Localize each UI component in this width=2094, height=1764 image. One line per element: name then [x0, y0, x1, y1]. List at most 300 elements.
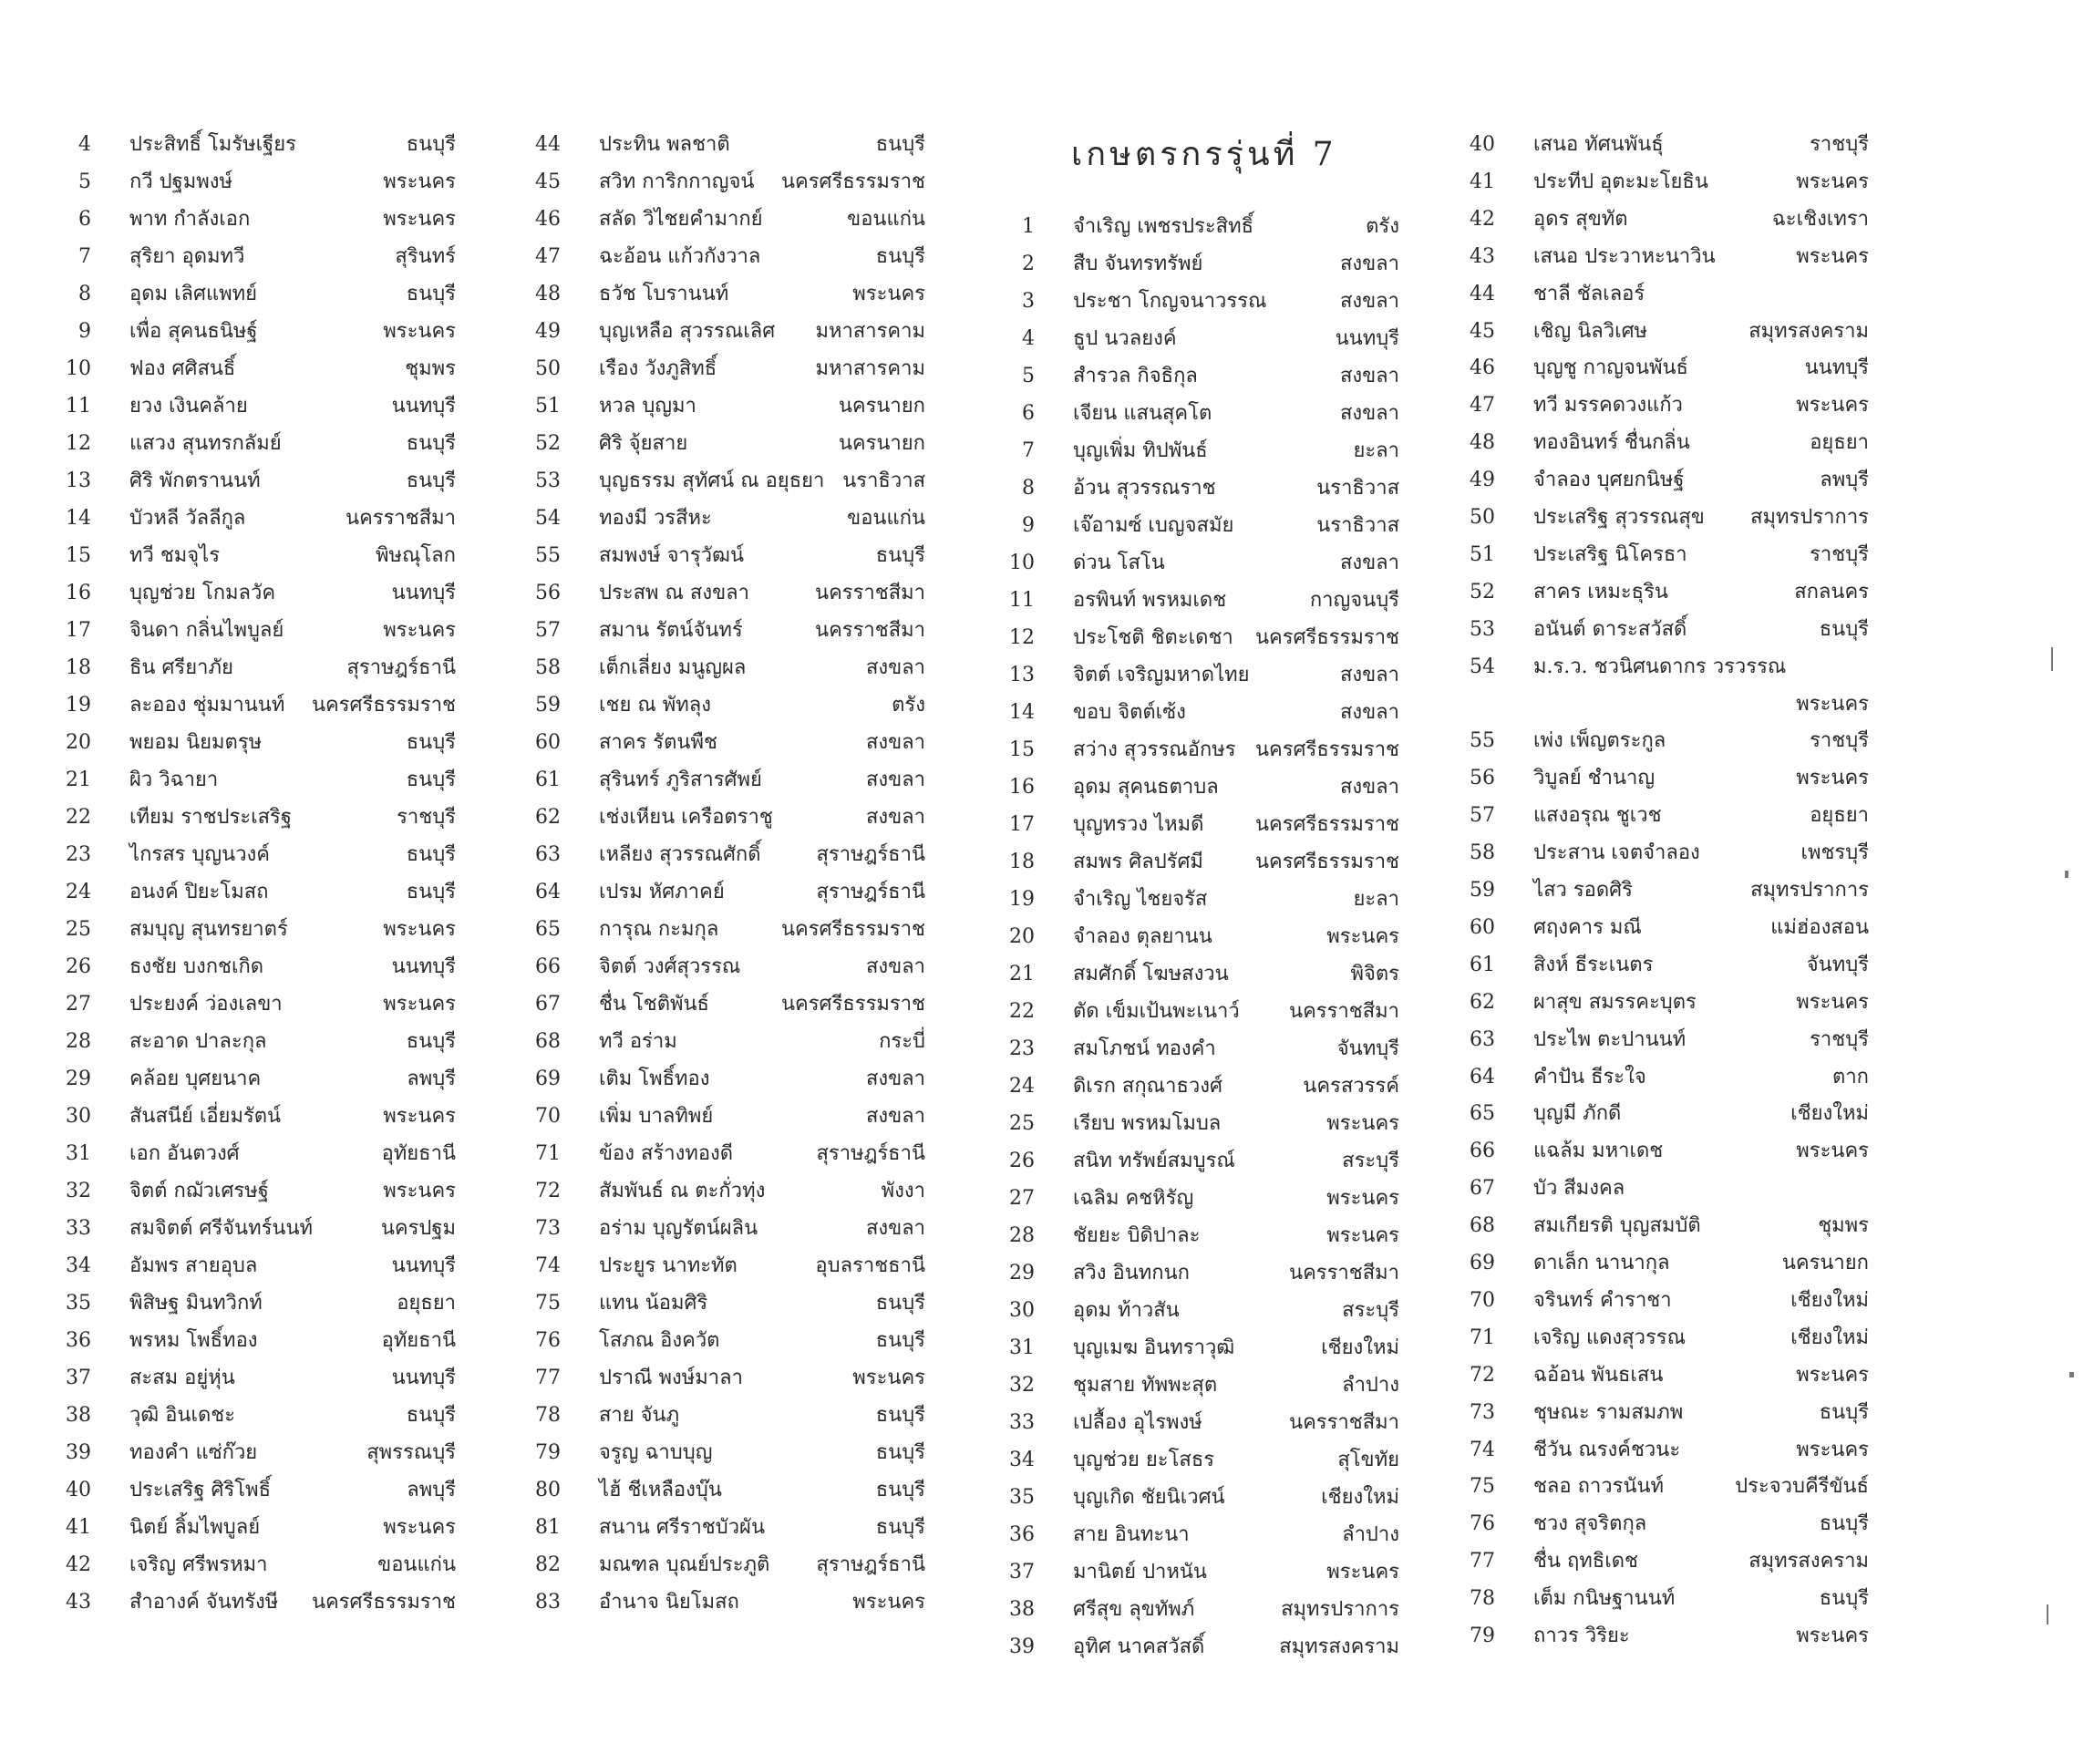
entry-number: 57: [1470, 804, 1495, 828]
entry-number: 73: [535, 1217, 561, 1240]
entry-number: 24: [1009, 1075, 1035, 1098]
entry-province: นนทบุรี: [391, 1254, 456, 1277]
list-item: [520, 1025, 925, 1061]
list-item: [520, 1398, 925, 1435]
entry-name: ประทีป อุตะมะโยธิน: [1533, 170, 1708, 193]
entry-number: 11: [1009, 589, 1035, 612]
list-item: [994, 1219, 1399, 1255]
entry-province: ธนบุรี: [406, 133, 456, 156]
entry-province: อุทัยธานี: [381, 1142, 456, 1165]
entry-number: 30: [66, 1105, 91, 1128]
entry-name: สัมพันธ์ ณ ตะกั่วทุ่ง: [599, 1180, 766, 1202]
entry-number: 66: [535, 955, 561, 978]
entry-province: นนทบุรี: [391, 395, 456, 418]
list-item: [994, 1032, 1399, 1068]
entry-name: ตัด เข็มเป้นพะเนาว์: [1073, 1000, 1240, 1023]
entry-province: นครราชสีมา: [815, 619, 925, 642]
list-item: [1454, 687, 1869, 724]
list-item: [994, 1480, 1399, 1517]
list-item: [50, 464, 456, 500]
entry-number: 19: [66, 694, 91, 717]
list-item: [520, 1062, 925, 1099]
entry-number: 45: [535, 170, 561, 193]
list-item: [994, 1406, 1399, 1442]
list-item: [994, 397, 1399, 433]
list-item: [50, 1473, 456, 1510]
entry-name: บุญธรรม สุทัศน์ ณ อยุธยา: [599, 469, 825, 492]
list-item: [520, 614, 925, 650]
entry-province: ธนบุรี: [406, 432, 456, 455]
entry-number: 62: [1470, 990, 1495, 1014]
list-item: [50, 576, 456, 613]
list-item: [994, 920, 1399, 956]
entry-province: ยะลา: [1353, 439, 1399, 462]
entry-number: 64: [535, 881, 561, 903]
list-item: [50, 800, 456, 837]
list-item: [994, 1630, 1399, 1666]
entry-name: ชัยยะ บิดิปาละ: [1073, 1224, 1201, 1247]
entry-number: 65: [535, 918, 561, 941]
entry-name: ไสว รอดศิริ: [1533, 879, 1633, 902]
entry-province: นครศรีธรรมราช: [1254, 738, 1399, 761]
entry-number: 3: [1022, 290, 1035, 313]
list-item: [50, 501, 456, 538]
list-item: [520, 240, 925, 276]
entry-province: พระนคร: [1796, 1438, 1869, 1461]
list-item: [1454, 724, 1869, 760]
entry-number: 31: [1009, 1336, 1035, 1359]
scan-speck: [2069, 1372, 2074, 1377]
entry-name: แสงอรุณ ชูเวช: [1533, 804, 1662, 828]
entry-name: อุดร สุขทัต: [1533, 207, 1628, 231]
entry-number: 30: [1009, 1299, 1035, 1322]
list-item: [994, 995, 1399, 1031]
entry-province: สุโขทัย: [1337, 1449, 1399, 1471]
list-item: [520, 501, 925, 538]
entry-name: พิสิษฐ มินทวิกท์: [129, 1292, 263, 1315]
entry-name: บุญเหลือ สุวรรณเลิศ: [599, 320, 776, 343]
list-item: [994, 284, 1399, 321]
list-item: [1454, 1171, 1869, 1208]
list-item: [1454, 277, 1869, 314]
entry-name: สวิท การิกกาญจน์: [599, 170, 755, 193]
list-item: [1454, 761, 1869, 798]
entry-number: 42: [66, 1553, 91, 1576]
entry-province: ธนบุรี: [406, 881, 456, 903]
entry-province: เชียงใหม่: [1321, 1336, 1399, 1359]
list-item: [994, 1368, 1399, 1405]
list-item: [50, 1436, 456, 1472]
entry-number: 71: [535, 1142, 561, 1165]
entry-province: นครศรีธรรมราช: [780, 918, 925, 941]
entry-name: จำเริญ ไชยจรัส: [1073, 888, 1208, 911]
entry-name: ชื่น โชติพันธ์: [599, 993, 709, 1016]
entry-number: 29: [1009, 1262, 1035, 1284]
entry-name: แสวง สุนทรกลัมย์: [129, 432, 282, 455]
list-item: [1454, 1433, 1869, 1470]
entry-province: พระนคร: [1326, 1224, 1399, 1247]
list-item: [1454, 1544, 1869, 1581]
entry-province: นครราชสีมา: [1289, 1000, 1399, 1023]
entry-name: สมโภชน์ ทองคำ: [1073, 1037, 1216, 1060]
list-item: [520, 427, 925, 463]
entry-name: สมาน รัตน์จันทร์: [599, 619, 743, 642]
list-item: [520, 1473, 925, 1510]
entry-number: 66: [1470, 1140, 1495, 1163]
entry-name: สะสม อยู่หุ่น: [129, 1367, 235, 1389]
entry-name: ประเสริฐ ศิริโพธิ์: [129, 1479, 272, 1501]
entry-name: ประเสริฐ นิโครธา: [1533, 542, 1687, 566]
entry-name: พาท กำลังเอก: [129, 208, 251, 231]
entry-name: อร่าม บุญรัตน์ผลิน: [599, 1217, 758, 1240]
list-item: [1454, 911, 1869, 947]
entry-name: บุญเกิด ชัยนิเวศน์: [1073, 1486, 1225, 1509]
list-item: [520, 165, 925, 201]
entry-number: 13: [1009, 664, 1035, 686]
entry-name: เปรม หัศภาคย์: [599, 881, 725, 903]
entry-province: พระนคร: [1796, 170, 1869, 193]
entry-province: นครศรีธรรมราช: [1254, 626, 1399, 649]
entry-province: พระนคร: [383, 993, 456, 1016]
list-item: [1454, 1507, 1869, 1543]
list-item: [1454, 1023, 1869, 1059]
entry-province: อุทัยธานี: [381, 1329, 456, 1352]
entry-province: อยุธยา: [1810, 431, 1869, 455]
entry-name: เชิญ นิลวิเศษ: [1533, 319, 1648, 343]
entry-number: 68: [1470, 1214, 1495, 1238]
entry-name: อุทิศ นาคสวัสดิ์: [1073, 1635, 1205, 1658]
entry-name: ชวง สุจริตกุล: [1533, 1512, 1647, 1536]
entry-province: พังงา: [881, 1180, 925, 1202]
entry-province: นนทบุรี: [391, 582, 456, 604]
entry-name: สาย จันภู: [599, 1404, 680, 1427]
entry-name: สมเกียรติ บุญสมบัติ: [1533, 1214, 1701, 1238]
scan-speck: [2047, 1604, 2048, 1625]
list-item: [1454, 948, 1869, 985]
entry-province: ธนบุรี: [875, 1404, 925, 1427]
entry-number: 37: [1009, 1561, 1035, 1583]
list-item: [1454, 1470, 1869, 1506]
list-item: [994, 471, 1399, 508]
list-item: [994, 957, 1399, 994]
list-item: [1454, 1246, 1869, 1283]
entry-number: 35: [66, 1292, 91, 1315]
list-item: [520, 1436, 925, 1472]
entry-name: เปลื้อง อุไรพงษ์: [1073, 1411, 1202, 1434]
list-item: [994, 1144, 1399, 1181]
list-item: [50, 913, 456, 949]
entry-province: นครศรีธรรมราช: [780, 993, 925, 1016]
entry-name: ด่วน โสโน: [1073, 552, 1165, 574]
entry-province: สกลนคร: [1794, 580, 1869, 603]
entry-name: เรือง วังภูสิทธิ์: [599, 357, 717, 380]
entry-name: สมบุญ สุนทรยาตร์: [129, 918, 288, 941]
entry-number: 52: [535, 432, 561, 455]
entry-name: เจริญ แดงสุวรรณ: [1533, 1326, 1686, 1349]
entry-province: สระบุรี: [1342, 1299, 1399, 1322]
list-item: [50, 539, 456, 575]
list-item: [520, 1585, 925, 1622]
list-item: [520, 315, 925, 351]
entry-name: สำรวล กิจธิกุล: [1073, 365, 1198, 387]
entry-number: 69: [535, 1068, 561, 1090]
entry-number: 55: [1470, 729, 1495, 753]
entry-name: ทวี อร่าม: [599, 1030, 677, 1053]
entry-province: พระนคร: [852, 1591, 925, 1614]
entry-province: ราชบุรี: [1810, 133, 1869, 156]
entry-province: พระนคร: [383, 208, 456, 231]
list-item: [994, 210, 1399, 246]
entry-name: จิตต์ วงศ์สุวรรณ: [599, 955, 741, 978]
entry-number: 40: [1470, 133, 1495, 156]
entry-name: สนาน ศรีราชบัวผัน: [599, 1516, 765, 1539]
entry-province: ตรัง: [1366, 215, 1399, 238]
entry-number: 20: [1009, 925, 1035, 948]
entry-name: เต็กเลี่ยง มนูญผล: [599, 656, 747, 679]
entry-province: นราธิวาส: [1316, 514, 1399, 537]
entry-name: กวี ปฐมพงษ์: [129, 170, 233, 193]
entry-name: ศิริ จุ้ยสาย: [599, 432, 688, 455]
entry-name: เจริญ ศรีพรหมา: [129, 1553, 268, 1576]
entry-name: เรียบ พรหมโมบล: [1073, 1112, 1222, 1135]
entry-province: ตาก: [1832, 1065, 1869, 1088]
list-item: [1454, 613, 1869, 649]
list-item: [994, 658, 1399, 695]
entry-number: 36: [1009, 1523, 1035, 1546]
entry-number: 59: [1470, 879, 1495, 902]
list-item: [520, 800, 925, 837]
entry-name: ประสิทธิ์ โมรัษเฐียร: [129, 133, 296, 156]
entry-number: 9: [1022, 514, 1035, 537]
list-item: [1454, 1209, 1869, 1245]
entry-province: ชุมพร: [405, 357, 456, 380]
entry-number: 34: [66, 1254, 91, 1277]
list-item: [520, 202, 925, 239]
entry-number: 78: [535, 1404, 561, 1427]
entry-number: 77: [535, 1367, 561, 1389]
entry-province: นราธิวาส: [842, 469, 925, 492]
entry-number: 54: [535, 507, 561, 530]
entry-number: 24: [66, 881, 91, 903]
entry-number: 53: [1470, 617, 1495, 641]
entry-name: อุดม ท้าวสัน: [1073, 1299, 1180, 1322]
list-item: [1454, 650, 1869, 686]
entry-province: สงขลา: [865, 806, 925, 829]
entry-province: สมุทรปราการ: [1281, 1598, 1399, 1621]
entry-number: 28: [1009, 1224, 1035, 1247]
list-item: [520, 1137, 925, 1173]
entry-number: 7: [78, 245, 91, 268]
entry-name: เต็ม กนิษฐานนท์: [1533, 1587, 1676, 1611]
entry-province: สงขลา: [1339, 664, 1399, 686]
list-item: [50, 1511, 456, 1547]
entry-province: สงขลา: [1339, 253, 1399, 275]
list-item: [520, 651, 925, 687]
entry-province: สงขลา: [865, 731, 925, 754]
entry-name: อ้วน สุวรรณราช: [1073, 477, 1216, 500]
list-item: [994, 1593, 1399, 1629]
entry-name: ไฮ้ ชีเหลืองบุ๊น: [599, 1479, 722, 1501]
list-item: [50, 987, 456, 1024]
entry-name: เสนอ ประวาหะนาวิน: [1533, 244, 1716, 268]
entry-province: ธนบุรี: [406, 731, 456, 754]
list-item: [1454, 836, 1869, 872]
entry-number: 5: [78, 170, 91, 193]
entry-name: การุณ กะมกุล: [599, 918, 719, 941]
entry-number: 50: [1470, 506, 1495, 529]
entry-province: เพชรบุรี: [1800, 841, 1869, 865]
entry-number: 46: [535, 208, 561, 231]
entry-name: อัมพร สายอุบล: [129, 1254, 258, 1277]
entry-number: 39: [66, 1441, 91, 1464]
list-item: [50, 315, 456, 351]
entry-number: 1: [1022, 215, 1035, 238]
entry-name: เพิ่ม บาลทิพย์: [599, 1105, 714, 1128]
entry-number: 67: [1470, 1177, 1495, 1201]
entry-number: 56: [1470, 767, 1495, 790]
entry-province: สมุทรสงคราม: [1748, 1550, 1869, 1573]
list-item: [50, 651, 456, 687]
entry-name: ทองอินทร์ ชื่นกลิ่น: [1533, 431, 1690, 455]
list-item: [1454, 1134, 1869, 1171]
entry-name: เพื่อ สุคนธนิษฐ์: [129, 320, 258, 343]
entry-number: 41: [66, 1516, 91, 1539]
list-item: [50, 688, 456, 725]
list-item: [520, 1249, 925, 1285]
entry-name: ชุมสาย ทัพพะสุต: [1073, 1374, 1218, 1397]
entry-province: นครราชสีมา: [1289, 1262, 1399, 1284]
list-item: [994, 845, 1399, 882]
list-item: [1454, 1321, 1869, 1357]
entry-province: สงขลา: [1339, 290, 1399, 313]
entry-province: ลพบุรี: [407, 1479, 456, 1501]
entry-number: 54: [1470, 655, 1495, 678]
entry-number: 38: [66, 1404, 91, 1427]
entry-province: นครปฐม: [380, 1217, 456, 1240]
list-item: [1454, 500, 1869, 537]
entry-number: 32: [66, 1180, 91, 1202]
list-item: [50, 128, 456, 164]
entry-name: บุญมี ภักดี: [1533, 1102, 1622, 1126]
entry-name: อรพินท์ พรหมเดช: [1073, 589, 1227, 612]
entry-number: 79: [535, 1441, 561, 1464]
entry-number: 19: [1009, 888, 1035, 911]
entry-number: 17: [66, 619, 91, 642]
list-item: [50, 950, 456, 986]
entry-name: มณฑล บุณย์ประภูติ: [599, 1553, 770, 1576]
entry-number: 7: [1022, 439, 1035, 462]
entry-province: พิจิตร: [1350, 963, 1399, 985]
entry-province: ธนบุรี: [406, 1030, 456, 1053]
entry-province: สงขลา: [865, 656, 925, 679]
list-item: [50, 1212, 456, 1248]
entry-number: 74: [535, 1254, 561, 1277]
entry-name: บุญชู กาญจนพันธ์: [1533, 356, 1688, 380]
entry-province: พระนคร: [852, 283, 925, 305]
entry-name: ประทิน พลชาติ: [599, 133, 730, 156]
entry-name: ชุษณะ รามสมภพ: [1533, 1400, 1684, 1424]
entry-number: 27: [1009, 1187, 1035, 1210]
entry-name: วุฒิ อินเดชะ: [129, 1404, 236, 1427]
list-item: [520, 1361, 925, 1398]
entry-name: เจียน แสนสุคโต: [1073, 402, 1212, 425]
entry-province: ธนบุรี: [1819, 617, 1869, 641]
entry-province: ธนบุรี: [875, 1441, 925, 1464]
list-item: [1454, 1582, 1869, 1618]
entry-name: ประสพ ณ สงขลา: [599, 582, 749, 604]
entry-province: นนทบุรี: [1335, 327, 1399, 350]
entry-name: ยวง เงินคล้าย: [129, 395, 248, 418]
entry-name: สืบ จันทรทรัพย์: [1073, 253, 1203, 275]
entry-name: วิบูลย์ ชำนาญ: [1533, 767, 1656, 790]
list-item: [520, 539, 925, 575]
entry-province: สงขลา: [865, 1068, 925, 1090]
list-item: [994, 247, 1399, 284]
entry-province: จันทบุรี: [1806, 953, 1869, 976]
entry-number: 40: [66, 1479, 91, 1501]
entry-name: จินดา กลิ่นไพบูลย์: [129, 619, 284, 642]
entry-number: 34: [1009, 1449, 1035, 1471]
entry-number: 18: [66, 656, 91, 679]
list-item: [1454, 240, 1869, 276]
list-item: [50, 1286, 456, 1323]
entry-name: อนันต์ ดาระสวัสดิ์: [1533, 617, 1687, 641]
entry-number: 51: [535, 395, 561, 418]
list-item: [994, 1181, 1399, 1218]
entry-province: ธนบุรี: [875, 1516, 925, 1539]
entry-number: 79: [1470, 1625, 1495, 1647]
entry-number: 61: [1470, 953, 1495, 976]
entry-province: พระนคร: [1796, 1140, 1869, 1163]
list-item: [50, 726, 456, 762]
entry-number: 77: [1470, 1550, 1495, 1573]
entry-province: สุราษฎร์ธานี: [816, 881, 925, 903]
entry-name: นิตย์ ลิ้มไพบูลย์: [129, 1516, 261, 1539]
list-item: [520, 277, 925, 314]
entry-number: 2: [1022, 253, 1035, 275]
list-item: [50, 1585, 456, 1622]
list-item: [520, 1099, 925, 1136]
list-item: [50, 1548, 456, 1584]
entry-number: 15: [66, 544, 91, 567]
entry-province: พระนคร: [383, 170, 456, 193]
entry-province: ธนบุรี: [406, 843, 456, 866]
entry-name: จำลอง บุศยกนิษฐ์: [1533, 469, 1685, 492]
entry-number: 63: [535, 843, 561, 866]
entry-number: 60: [535, 731, 561, 754]
entry-name: ปราณี พงษ์มาลา: [599, 1367, 743, 1389]
list-item: [994, 1443, 1399, 1480]
entry-province: ธนบุรี: [875, 245, 925, 268]
entry-province: พระนคร: [383, 619, 456, 642]
entry-number: 64: [1470, 1065, 1495, 1088]
entry-name: คำปัน ธีระใจ: [1533, 1065, 1646, 1088]
list-item: [994, 434, 1399, 470]
list-item: [50, 1174, 456, 1211]
entry-province: ธนบุรี: [1819, 1587, 1869, 1611]
entry-province: นครนายก: [838, 432, 925, 455]
entry-number: 75: [535, 1292, 561, 1315]
entry-province: พระนคร: [852, 1367, 925, 1389]
entry-number: 56: [535, 582, 561, 604]
entry-name: คล้อย บุศยนาค: [129, 1068, 262, 1090]
entry-name: บุญเพิ่ม ทิปพันธ์: [1073, 439, 1208, 462]
entry-province: ธนบุรี: [875, 1329, 925, 1352]
entry-province: ธนบุรี: [875, 1292, 925, 1315]
list-item: [50, 875, 456, 912]
list-item: [1454, 1097, 1869, 1133]
entry-name: พรหม โพธิ์ทอง: [129, 1329, 258, 1352]
